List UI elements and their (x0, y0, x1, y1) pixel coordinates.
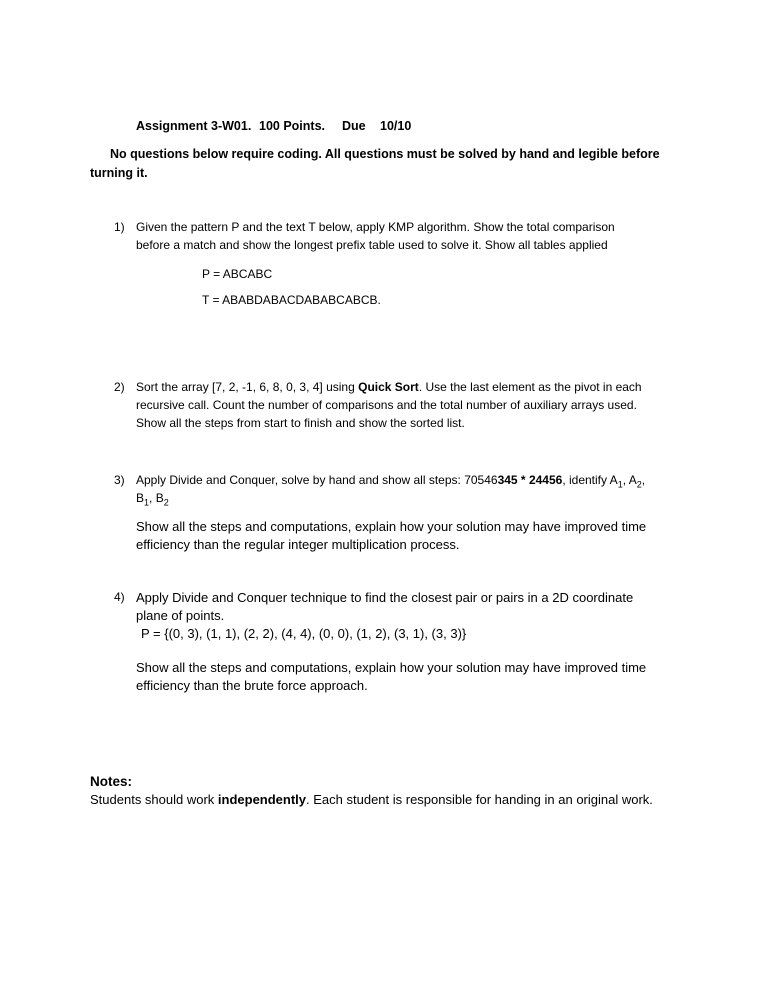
question-3-line-2 (136, 491, 169, 508)
pattern-p: P = ABCABC (202, 267, 273, 281)
question-number: 4) (114, 590, 125, 604)
question-number: 2) (114, 380, 125, 394)
quick-sort-term: Quick Sort (358, 380, 419, 394)
notes-heading: Notes: (90, 774, 133, 789)
notes-text (90, 792, 653, 807)
separator: , A (622, 473, 637, 487)
question-2-text-post: . Use the last element as the pivot in each (418, 380, 642, 394)
separator: , B (149, 491, 164, 505)
assignment-title: Assignment 3-W01. (136, 119, 252, 133)
question-4-paragraph-line-1: Show all the steps and computations, explain how your solution may have improved time (136, 660, 647, 675)
question-1-line-1: Given the pattern P and the text T below, apply KMP algorithm. Show the total comparison (136, 220, 615, 234)
due-date: 10/10 (380, 119, 412, 133)
question-4-paragraph-line-2: efficiency than the brute force approach. (136, 678, 368, 693)
question-3-paragraph-line-2: efficiency than the regular integer multiplication process. (136, 537, 460, 552)
b-label: B (136, 491, 145, 505)
notes-text-post: . Each student is responsible for handing in an original work. (306, 792, 653, 807)
notes-emphasis: independently (217, 792, 307, 807)
question-2-text-pre: Sort the array [7, 2, -1, 6, 8, 0, 3, 4] using (136, 380, 359, 394)
question-4-line-1: Apply Divide and Conquer technique to find the closest pair or pairs in a 2D coordinate (136, 590, 634, 605)
point-set: P = {(0, 3), (1, 1), (2, 2), (4, 4), (0, 0), (1, 2), (3, 1), (3, 3)} (141, 626, 467, 641)
question-3-text-pre: Apply Divide and Conquer, solve by hand and show all steps: 70546 (136, 473, 498, 487)
subscript-b1: 1 (144, 497, 150, 508)
subscript-a2: 2 (636, 479, 642, 490)
question-3-paragraph-line-1: Show all the steps and computations, explain how your solution may have improved time (136, 519, 647, 534)
question-3-line-1 (136, 473, 646, 490)
question-2-line-3: Show all the steps from start to finish and show the sorted list. (136, 416, 465, 430)
question-number: 1) (114, 220, 125, 234)
text-t: T = ABABDABACDABABCABCB. (202, 293, 381, 307)
due-label: Due (342, 119, 366, 133)
instruction-line-1: No questions below require coding. All questions must be solved by hand and legible before (110, 147, 660, 161)
question-number: 3) (114, 473, 125, 487)
question-2-line-1 (136, 380, 642, 394)
separator: , (641, 473, 646, 487)
points-label: 100 Points. (259, 119, 325, 133)
subscript-a1: 1 (617, 479, 623, 490)
subscript-b2: 2 (163, 497, 169, 508)
question-4-line-2: plane of points. (136, 608, 225, 623)
question-1-line-2: before a match and show the longest prefix table used to solve it. Show all tables applied (136, 238, 608, 252)
question-2-line-2: recursive call. Count the number of comparisons and the total number of auxiliary arrays used. (136, 398, 637, 412)
instruction-line-2: turning it. (90, 166, 148, 180)
multiplication-operands: 345 * 24456 (497, 473, 563, 487)
question-3-text-mid: , identify A (562, 473, 618, 487)
notes-text-pre: Students should work (90, 792, 218, 807)
